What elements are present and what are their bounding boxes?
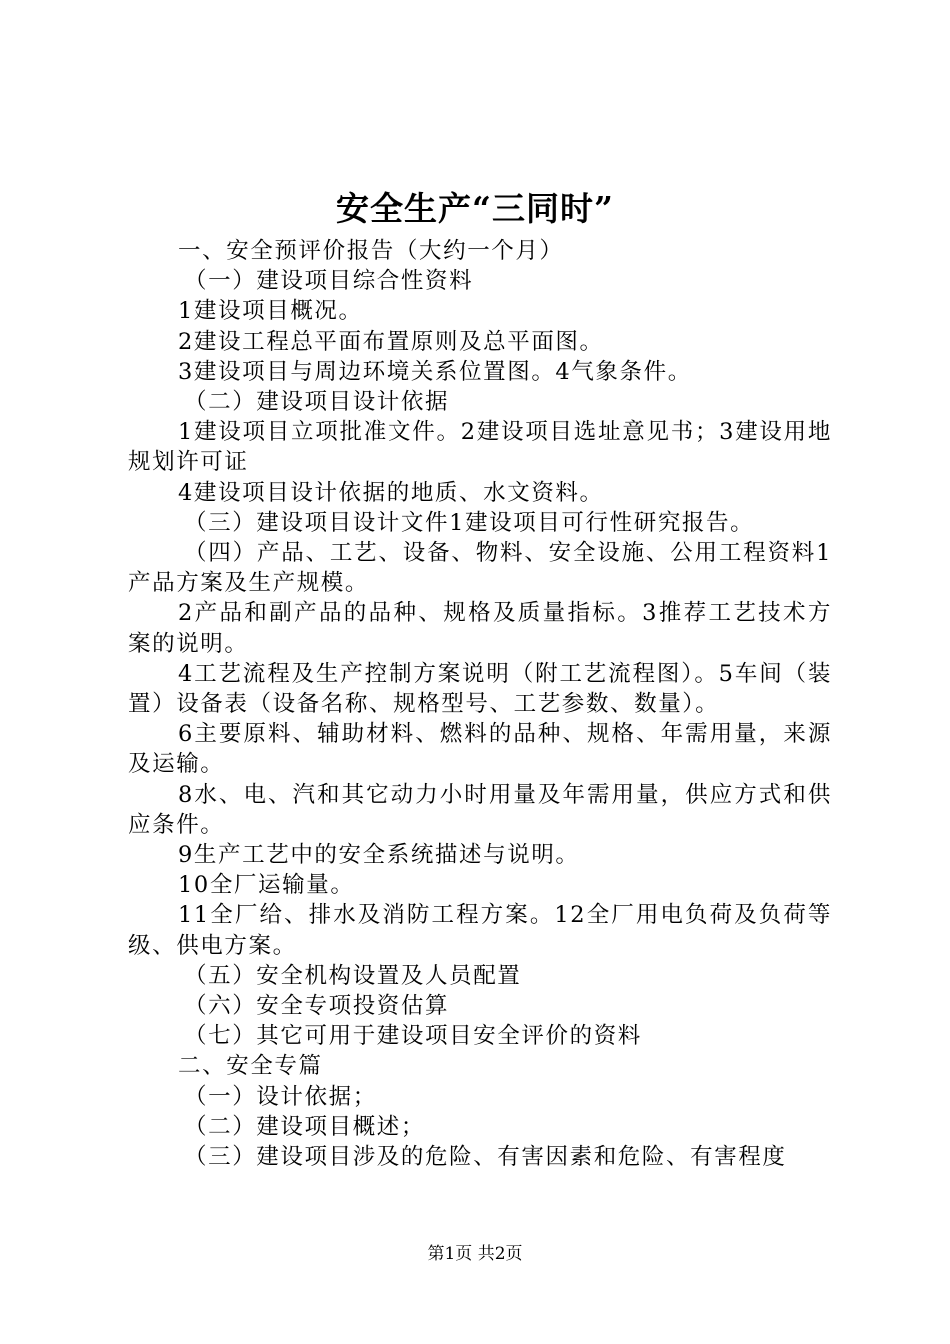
list-item: 11全厂给、排水及消防工程方案。12全厂用电负荷及负荷等级、供电方案。 <box>128 902 832 959</box>
subsection-heading: （六）安全专项投资估算 <box>184 993 450 1020</box>
document-body <box>128 236 832 1172</box>
subsection-heading: （二）建设项目概述； <box>184 1113 426 1140</box>
list-item: 2产品和副产品的品种、规格及质量指标。3推荐工艺技术方案的说明。 <box>128 600 832 657</box>
list-item: 4建设项目设计依据的地质、水文资料。 <box>178 479 604 506</box>
page-footer: 第1页 共2页 <box>427 1244 523 1264</box>
subsection-heading: （三）建设项目涉及的危险、有害因素和危险、有害程度 <box>184 1144 787 1171</box>
subsection-heading: （五）安全机构设置及人员配置 <box>184 962 522 989</box>
list-item: 3建设项目与周边环境关系位置图。4气象条件。 <box>178 358 692 385</box>
list-item: 1建设项目立项批准文件。2建设项目选址意见书；3建设用地规划许可证 <box>128 419 832 476</box>
list-item: 2建设工程总平面布置原则及总平面图。 <box>178 328 604 355</box>
list-item: 6主要原料、辅助材料、燃料的品种、规格、年需用量，来源及运输。 <box>128 721 832 778</box>
subsection-heading: （四）产品、工艺、设备、物料、安全设施、公用工程资料1产品方案及生产规模。 <box>128 540 832 597</box>
subsection-heading: （七）其它可用于建设项目安全评价的资料 <box>184 1023 642 1050</box>
list-item: 1建设项目概况。 <box>178 298 363 325</box>
list-item: 10全厂运输量。 <box>178 872 355 899</box>
subsection-heading: （三）建设项目设计文件1建设项目可行性研究报告。 <box>184 509 755 536</box>
list-item: 8水、电、汽和其它动力小时用量及年需用量，供应方式和供应条件。 <box>128 781 832 838</box>
subsection-heading: （一）设计依据； <box>184 1083 377 1110</box>
page-title: 安全生产“三同时” <box>336 189 614 228</box>
section-heading: 一、安全预评价报告（大约一个月） <box>178 238 564 264</box>
list-item: 9生产工艺中的安全系统描述与说明。 <box>178 842 580 869</box>
subsection-heading: （一）建设项目综合性资料 <box>184 268 474 295</box>
subsection-heading: （二）建设项目设计依据 <box>184 389 450 416</box>
list-item: 4工艺流程及生产控制方案说明（附工艺流程图）。5车间（装置）设备表（设备名称、规格型号、工艺参数、数量）。 <box>128 660 832 718</box>
section-heading: 二、安全专篇 <box>178 1053 323 1080</box>
